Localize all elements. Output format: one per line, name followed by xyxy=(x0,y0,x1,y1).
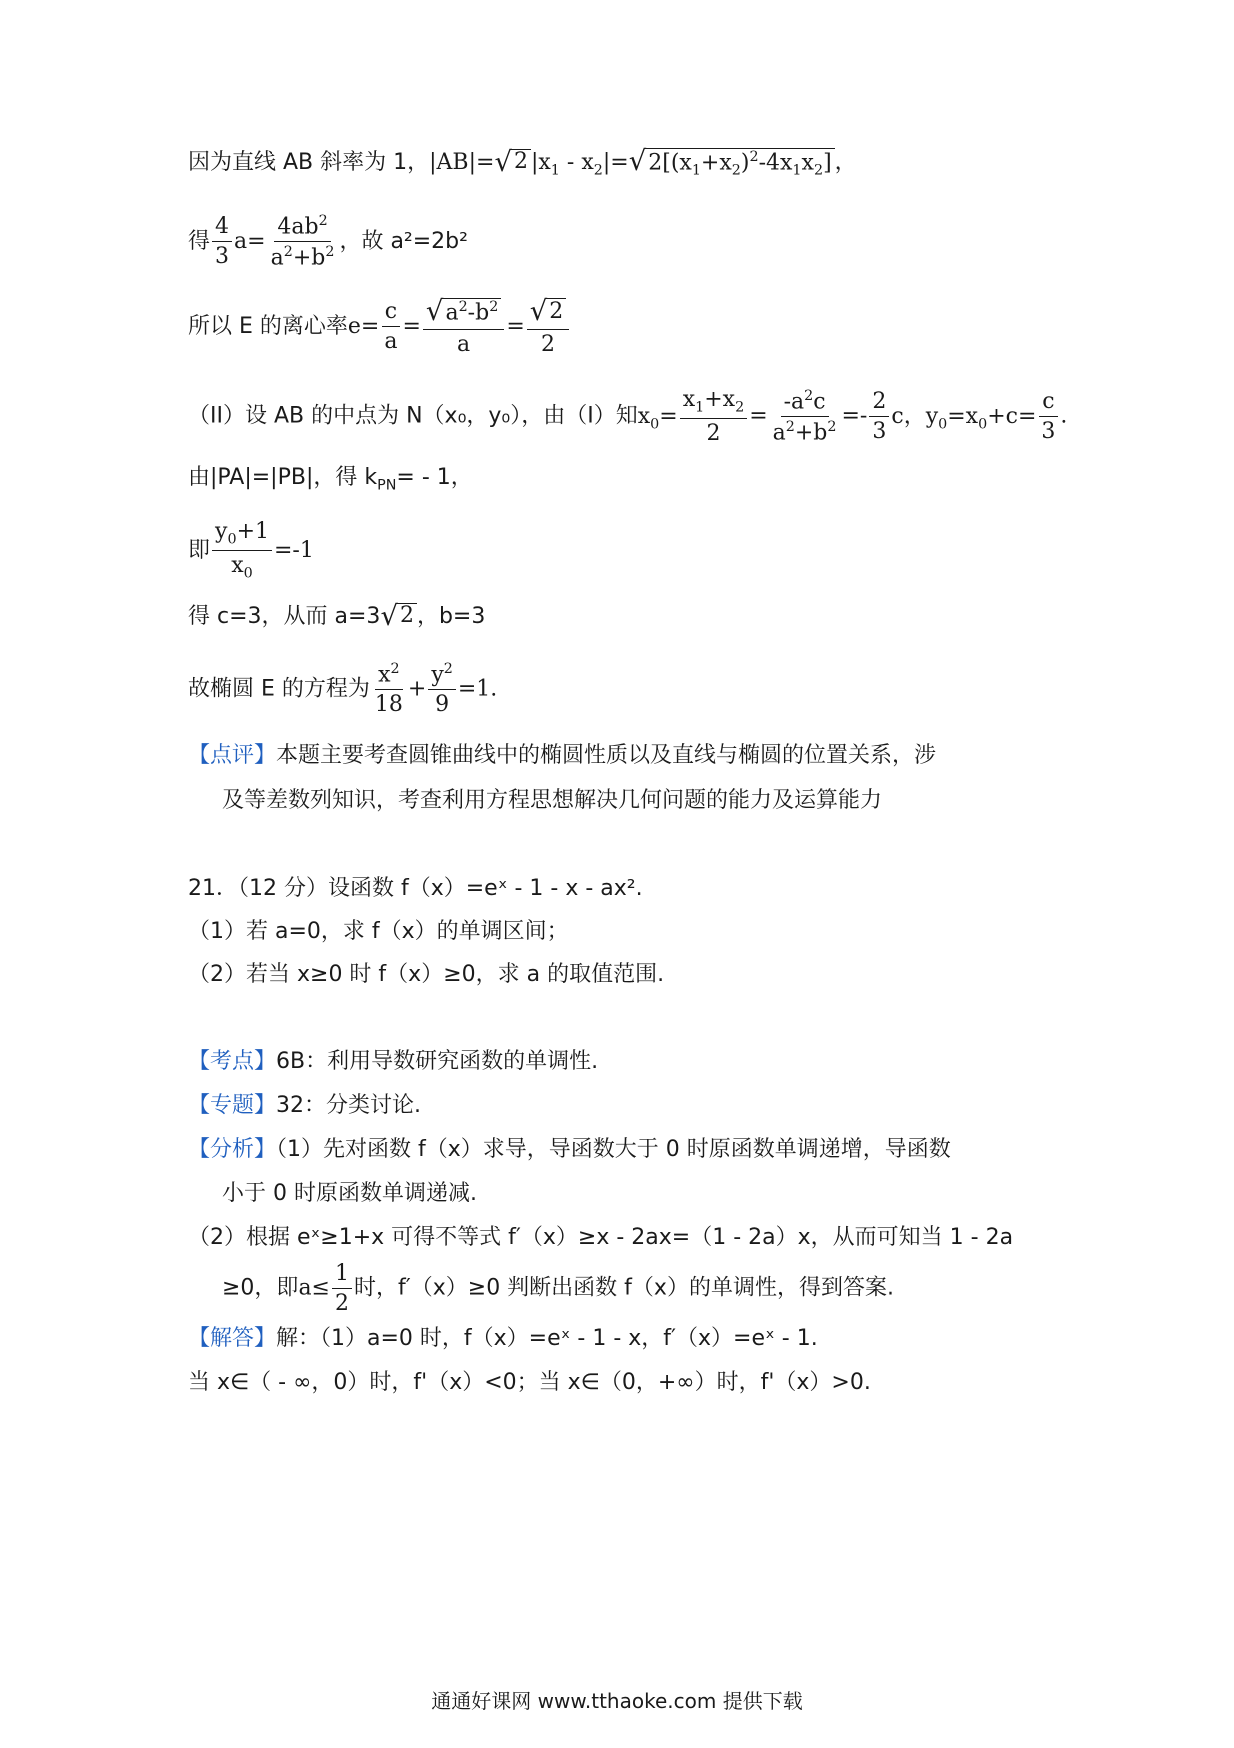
q21-part1: （1）若 a=0，求 f（x）的单调区间； xyxy=(188,919,569,944)
line-midpoint: （II）设 AB 的中点为 N（x₀，y₀），由（I）知$x_0=$ $\frac{x_1+x_2}{2}$ = $\frac{‑a^2c}{a^2+b^2}$ =‑ $\frac{2}{3}$ c，$y_0=x_0+c=$ $\frac{c}{3}$ . xyxy=(188,387,1068,447)
q21-title: 21．（12 分）设函数 f（x）=eˣ ‑ 1 ‑ x ‑ ax². xyxy=(188,876,643,901)
line-ab-length: 因为直线 AB 斜率为 1，|AB|= √ 2 $|x_1$ ‑ $x_2|=$ √ $2[(x_1+x_2)^2‑4x_1x_2]$ ， xyxy=(188,145,857,179)
line-ratio: 即 $\frac{y_0+1}{x_0}$ =‑1 xyxy=(188,519,314,582)
line-eccentricity: 所以 E 的离心率e= $\frac{c}{a}$ = √ $a^2‑b^2$ a = √ 2 2 xyxy=(188,298,571,356)
line-ellipse-eq: 故椭圆 E 的方程为 $\frac{x^2}{18}$ + $\frac{y^2}{9}$ =1. xyxy=(188,661,498,718)
text-slope: 因为直线 AB 斜率为 1， xyxy=(188,150,430,176)
comment-label: 【点评】 xyxy=(188,743,277,768)
zhuanti-label: 【专题】 xyxy=(188,1093,277,1118)
q21-part2: （2）若当 x≥0 时 f（x）≥0，求 a 的取值范围. xyxy=(188,962,665,987)
jieda-label: 【解答】 xyxy=(188,1326,277,1351)
comment-line-1: 【点评】本题主要考查圆锥曲线中的椭圆性质以及直线与椭圆的位置关系，涉 xyxy=(188,743,937,768)
fraction: $\frac{4ab^2}{a^2+b^2}$ xyxy=(270,213,335,271)
line-kpn: 由|PA|=|PB|，得 $k_{PN}=$ ‑ 1， xyxy=(188,465,473,494)
page-footer: 通通好课网 www.tthaoke.com 提供下载 xyxy=(431,1689,803,1713)
interval-line: 当 x∈（ ‑ ∞，0）时，f'（x）<0；当 x∈（0，+∞）时，f'（x）>0. xyxy=(188,1370,871,1395)
comment-line-2: 及等差数列知识，考查利用方程思想解决几何问题的能力及运算能力 xyxy=(222,788,883,813)
zhuanti-line: 【专题】32：分类讨论. xyxy=(188,1093,422,1118)
line-a-squared: 得 $\frac{4}{3}$ a= $\frac{4ab^2}{a^2+b^2}$ ，故 a²=2b² xyxy=(188,213,468,271)
jieda-line: 【解答】解：（1）a=0 时，f（x）=eˣ ‑ 1 ‑ x，f′（x）=eˣ ‑ 1. xyxy=(188,1326,818,1351)
fenxi-line-3: （2）根据 eˣ≥1+x 可得不等式 f′（x）≥x ‑ 2ax=（1 ‑ 2a）x，从而可知当 1 ‑ 2a xyxy=(188,1225,1014,1250)
line-c-value: 得 c=3，从而 a=3 √ 2 ，b=3 xyxy=(188,600,486,632)
kaodian-line: 【考点】6B：利用导数研究函数的单调性. xyxy=(188,1049,599,1074)
fenxi-line-4: ≥0，即a≤ $\frac{1}{2}$ 时，f′（x）≥0 判断出函数 f（x）的单调性，得到答案. xyxy=(222,1261,894,1317)
kaodian-label: 【考点】 xyxy=(188,1049,277,1074)
fenxi-line-1: 【分析】（1）先对函数 f（x）求导，导函数大于 0 时原函数单调递增，导函数 xyxy=(188,1137,951,1162)
fenxi-line-2: 小于 0 时原函数单调递减. xyxy=(222,1181,477,1206)
fraction: $\frac{4}{3}$ xyxy=(212,215,232,268)
fenxi-label: 【分析】 xyxy=(188,1137,277,1162)
